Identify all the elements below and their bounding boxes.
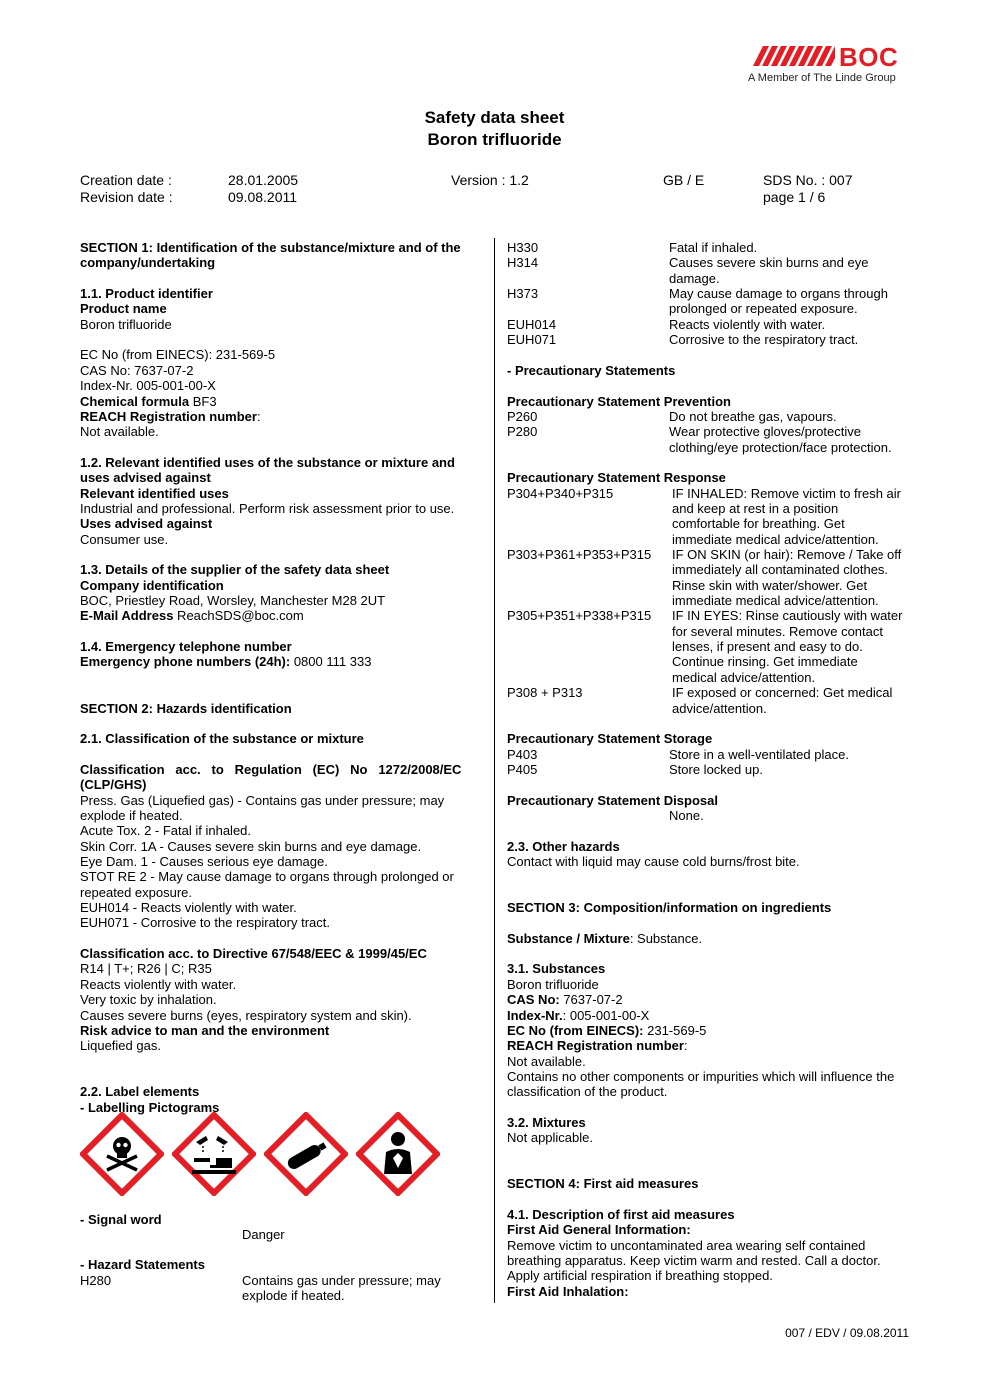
left-text: SECTION 1: Identification of the substance/mixture and of the [80,240,461,255]
right-text-line [507,1253,881,1268]
left-text: Classification acc. to Regulation (EC) No 1272/2008/EC [80,761,462,777]
revision-date-value: 09.08.2011 [228,189,298,205]
left-text-line [80,286,213,301]
right-text: 2.3. Other hazards [507,838,620,854]
statement-description: May cause damage to organs through [669,286,888,302]
right-text: P260 [507,408,538,424]
left-text-line [80,762,461,777]
left-text: Industrial and professional. Perform risk assessment prior to use. [80,500,455,516]
right-text: Not applicable. [507,1130,593,1146]
left-text: EUH014 - Reacts violently with water. [80,900,297,916]
statement-description: prolonged or repeated exposure. [669,301,858,317]
right-text: EC No (from EINECS): [507,1022,644,1038]
right-text: H373 [507,286,539,302]
hazard-text-line-1: Contains gas under pressure; may [242,1273,441,1288]
right-text: 3.2. Mixtures [507,1114,586,1130]
left-text-line [80,961,212,976]
left-text-line [80,869,454,884]
statement-description: advice/attention. [672,700,767,716]
left-text: Risk advice to man and the environment [80,1022,330,1038]
document-title: Safety data sheet [424,108,565,127]
right-text: SECTION 3: Composition/information on ingredients [507,900,832,916]
right-text-line [507,286,538,301]
left-text: STOT RE 2 - May cause damage to organs through prolonged or [80,869,454,885]
boc-stripes-icon [745,44,835,70]
right-text-line [507,961,605,976]
left-text-line [80,915,330,930]
right-text: Not available. [507,1053,586,1069]
left-text-line [80,424,159,439]
footer-reference: 007 / EDV / 09.08.2011 [785,1326,909,1340]
right-text: SECTION 4: First aid measures [507,1176,699,1192]
left-text-line [80,317,172,332]
left-text: R14 | T+; R26 | C; R35 [80,961,212,977]
right-text-line [507,977,599,992]
statement-description: Reacts violently with water. [669,316,826,332]
left-text-line [80,470,211,485]
statement-description: immediate medical advice/attention. [672,593,879,609]
right-text: P405 [507,761,538,777]
right-text-line [507,839,620,854]
right-text-line [507,608,651,623]
right-text-line [507,470,726,485]
right-text: H314 [507,255,539,271]
left-text: Consumer use. [80,531,169,547]
right-text-line [507,685,583,700]
right-text-line [507,992,623,1007]
right-text: P305+P351+P338+P315 [507,608,652,624]
right-text-line [507,424,537,439]
skull-crossbones-icon [80,1112,164,1196]
left-text: 1.3. Details of the supplier of the safety data sheet [80,562,390,578]
left-text: Emergency phone numbers (24h): [80,654,291,670]
statement-description: None. [669,807,704,823]
right-text-line [507,547,651,562]
right-text: CAS No: [507,992,560,1008]
left-text: explode if heated. [80,807,183,823]
left-text: (CLP/GHS) [80,777,147,793]
document-subtitle: Boron trifluoride [427,130,562,149]
left-text: Acute Tox. 2 - Fatal if inhaled. [80,823,252,839]
left-text: - Labelling Pictograms [80,1099,220,1115]
right-text-line [507,747,537,762]
right-text-line [507,731,712,746]
left-text-line [80,578,224,593]
right-text: Precautionary Statement Storage [507,731,713,747]
left-text: EC No (from EINECS): 231-569-5 [80,347,276,363]
left-text-line [80,608,304,623]
left-text: 2.2. Label elements [80,1084,200,1100]
statement-description: damage. [669,270,720,286]
right-text: Contact with liquid may cause cold burns/frost bite. [507,854,800,869]
right-text-line [507,1038,688,1053]
locale-label: GB / E [663,172,705,188]
right-text-value: : 005-001-00-X [562,1007,650,1023]
right-text: P403 [507,746,538,762]
left-text-line [80,455,455,470]
left-text-line [80,701,292,716]
statement-description: IF INHALED: Remove victim to fresh air [672,485,901,501]
right-text-value: 231-569-5 [643,1022,707,1038]
left-text-value: 0800 111 333 [290,654,372,670]
pictogram-row [80,1112,450,1198]
left-text-line [80,347,275,362]
left-text-line [80,486,229,501]
right-text: Precautionary Statement Prevention [507,393,731,409]
left-text-line [80,409,261,424]
left-text-line [80,516,212,531]
left-text-line [80,532,168,547]
left-text: Company identification [80,577,224,593]
hazard-statements-label: - Hazard Statements [80,1257,205,1272]
right-text: Apply artificial respiration if breathing stopped. [507,1268,773,1284]
left-text: Not available. [80,424,159,440]
right-text-line [507,793,718,808]
left-text-line [80,301,167,316]
statement-description: immediate medical advice/attention. [672,531,879,547]
left-text-line [80,378,216,393]
statement-description: Continue rinsing. Get immediate [672,654,858,670]
right-text: P308 + P313 [507,685,583,701]
right-text-line [507,1207,735,1222]
hazard-code: H280 [80,1273,112,1288]
right-text-line [507,1084,667,1099]
hazard-text-line-2: explode if heated. [242,1288,345,1303]
right-text-line [507,363,675,378]
right-text-line [507,1268,773,1283]
left-text: Boron trifluoride [80,316,172,332]
left-text-line [80,394,217,409]
left-text-line [80,992,217,1007]
logo-brand: BOC [839,42,899,72]
right-text: Precautionary Statement Disposal [507,792,718,808]
left-text: Liquefied gas. [80,1038,161,1054]
right-text: P280 [507,424,538,440]
statement-description: Fatal if inhaled. [669,240,758,255]
left-text-line [80,977,236,992]
left-text-line [80,946,427,961]
statement-description: lenses, if present and easy to do. [672,639,863,655]
right-text-line [507,332,556,347]
left-text-line [80,593,385,608]
sds-number: SDS No. : 007 [763,172,853,188]
right-text: P303+P361+P353+P315 [507,547,652,562]
statement-description: Corrosive to the respiratory tract. [669,332,859,348]
right-text: classification of the product. [507,1084,668,1100]
right-text: breathing apparatus. Keep victim warm and rested. Call a doctor. [507,1253,881,1269]
statement-description: Rinse skin with water/shower. Get [672,577,868,593]
left-text: Relevant identified uses [80,485,229,501]
left-text-line [80,839,421,854]
gas-cylinder-icon [264,1112,348,1196]
statement-description: medical advice/attention. [672,669,816,685]
left-text-line [80,854,328,869]
version-label: Version : 1.2 [451,172,529,188]
statement-description: Store locked up. [669,761,763,777]
creation-date-label: Creation date : [80,172,172,188]
right-text: - Precautionary Statements [507,362,676,378]
right-text: Index-Nr. [507,1007,563,1023]
right-text-line [507,900,831,915]
left-text-line [80,777,146,792]
right-text-line [507,854,800,869]
statement-description: Causes severe skin burns and eye [669,255,869,271]
left-text: Uses advised against [80,516,213,532]
right-text: Boron trifluoride [507,976,599,992]
left-text-line [80,808,183,823]
left-text: Causes severe burns (eyes, respiratory system and skin). [80,1007,412,1023]
left-text-line [80,885,192,900]
left-text-line [80,731,364,746]
left-text: BOC, Priestley Road, Worsley, Manchester M28 2UT [80,593,386,609]
corrosion-icon [172,1112,256,1196]
left-text-line [80,1008,412,1023]
left-text-line [80,240,461,255]
left-text: Chemical formula [80,393,190,409]
left-text: 1.1. Product identifier [80,286,213,302]
left-text: EUH071 - Corrosive to the respiratory tract. [80,915,330,931]
right-text: REACH Registration number [507,1038,684,1054]
statement-description: IF ON SKIN (or hair): Remove / Take off [672,547,902,562]
left-text: uses advised against [80,470,211,486]
right-text-line [507,1176,698,1191]
right-text-line [507,1222,691,1237]
right-text: H330 [507,240,539,255]
left-text: REACH Registration number [80,408,257,424]
left-text-line [80,1023,329,1038]
right-text-line [507,486,613,501]
left-text: Press. Gas (Liquefied gas) - Contains gas under pressure; may [80,792,445,808]
right-text-line [507,1115,586,1130]
right-text-line [507,1008,649,1023]
revision-date-label: Revision date : [80,189,173,205]
right-text-line [507,1069,894,1084]
right-text-line [507,409,537,424]
right-text-line [507,1054,586,1069]
left-text-line [80,654,371,669]
statement-description: immediately all contaminated clothes. [672,562,889,578]
right-text-line [507,394,731,409]
right-text: Contains no other components or impurities which will influence the [507,1068,895,1084]
page-number: page 1 / 6 [763,189,826,205]
right-text: Substance / Mixture [507,930,630,946]
left-text: CAS No: 7637-07-2 [80,362,194,378]
statement-description: IF IN EYES: Rinse cautiously with water [672,608,903,624]
statement-description: clothing/eye protection/face protection. [669,439,892,455]
signal-word-label: - Signal word [80,1212,162,1227]
right-text-line [507,317,556,332]
right-text-value: 7637-07-2 [559,992,623,1008]
right-text: 3.1. Substances [507,961,606,977]
left-text: Eye Dam. 1 - Causes serious eye damage. [80,854,328,869]
right-text-line [507,1238,865,1253]
left-text-value: BF3 [189,393,217,409]
right-text-value: : [683,1038,688,1054]
right-text: P304+P340+P315 [507,485,614,501]
right-text-line [507,931,702,946]
left-text: E-Mail Address [80,608,174,624]
statement-description: Wear protective gloves/protective [669,424,861,440]
statement-description: Do not breathe gas, vapours. [669,408,837,424]
left-text: Product name [80,301,167,317]
left-text-value: : [256,408,261,424]
column-divider [494,238,495,1303]
left-text-line [80,1084,199,1099]
left-text-line [80,639,292,654]
left-text: 1.2. Relevant identified uses of the substance or mixture and [80,454,455,470]
left-text: company/undertaking [80,255,216,271]
statement-description: IF exposed or concerned: Get medical [672,685,893,701]
left-text: 2.1. Classification of the substance or mixture [80,731,364,747]
right-text-line [507,762,537,777]
right-text-line [507,1130,593,1145]
statement-description: for several minutes. Remove contact [672,623,883,639]
right-text-line [507,255,538,270]
left-text-line [80,501,454,516]
right-text: EUH071 [507,332,557,348]
right-text: Precautionary Statement Response [507,470,726,486]
right-text: Remove victim to uncontaminated area wearing self contained [507,1237,866,1253]
right-text-line [507,1023,706,1038]
right-text: First Aid Inhalation: [507,1283,629,1299]
right-text-value: : Substance. [629,930,703,946]
left-text-line [80,823,251,838]
left-text: 1.4. Emergency telephone number [80,639,292,655]
left-text: Very toxic by inhalation. [80,992,217,1008]
left-text-line [80,900,297,915]
logo-tagline: A Member of The Linde Group [748,72,896,84]
right-text: EUH014 [507,316,557,332]
right-text: First Aid General Information: [507,1222,691,1238]
left-text: repeated exposure. [80,884,193,900]
left-text: Skin Corr. 1A - Causes severe skin burns and eye damage. [80,838,422,854]
right-text-line [507,1284,629,1299]
right-text-line [507,240,538,255]
left-text-line [80,793,444,808]
left-text: Classification acc. to Directive 67/548/EEC & 1999/45/EC [80,946,427,962]
statement-description: Store in a well-ventilated place. [669,746,849,762]
company-logo [745,44,915,88]
left-text: Index-Nr. 005-001-00-X [80,378,216,394]
left-text: SECTION 2: Hazards identification [80,700,292,716]
signal-word-value: Danger [242,1227,285,1242]
right-text: 4.1. Description of first aid measures [507,1207,735,1223]
statement-description: and keep at rest in a position [672,500,839,516]
statement-description: comfortable for breathing. Get [672,516,845,532]
left-text-line [80,255,215,270]
left-text-line [80,1038,161,1053]
left-text: Reacts violently with water. [80,976,237,992]
health-hazard-icon [356,1112,440,1196]
left-text-line [80,363,193,378]
left-text-value: ReachSDS@boc.com [173,608,304,624]
creation-date-value: 28.01.2005 [228,172,299,188]
left-text-line [80,562,389,577]
